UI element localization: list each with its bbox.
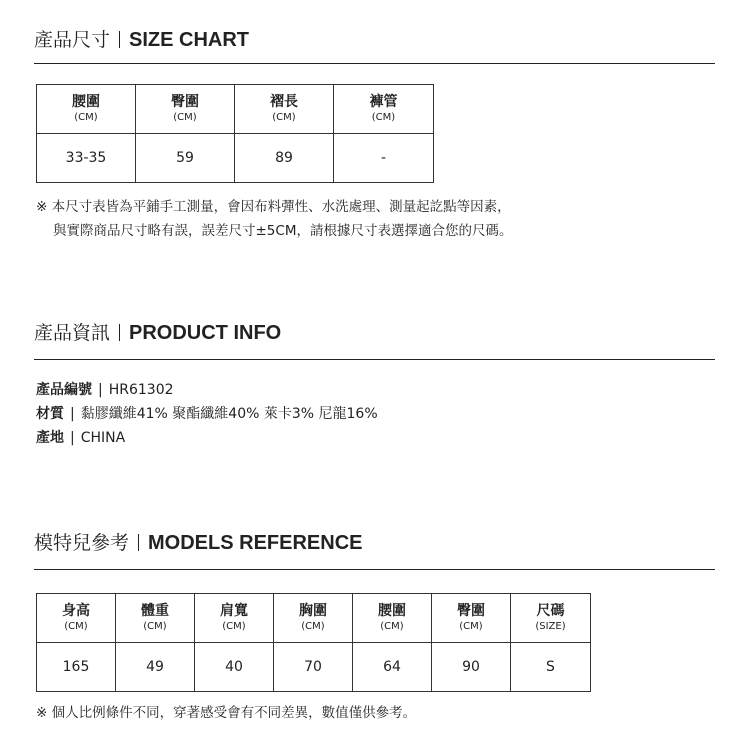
model-col-label: 尺碼 (536, 603, 565, 619)
size-col-unit: (CM) (272, 112, 296, 123)
product-info-title-zh: 產品資訊 (34, 322, 111, 344)
measurement-note (36, 195, 512, 243)
model-col-label: 臀圍 (457, 603, 485, 619)
model-cell: 165 (37, 643, 116, 692)
model-col-unit: (CM) (301, 621, 325, 632)
info-label: 產地 (36, 430, 64, 446)
models-reference-title-en: MODELS REFERENCE (148, 532, 363, 554)
size-cell: - (334, 134, 434, 183)
model-cell: 49 (116, 643, 195, 692)
models-reference-title (34, 531, 362, 555)
model-col-header (511, 594, 591, 643)
info-separator: | (70, 406, 75, 422)
size-chart-title (34, 28, 249, 52)
model-cell: 64 (353, 643, 432, 692)
size-col-label: 腰圍 (72, 94, 100, 110)
info-label: 產品編號 (36, 382, 92, 398)
size-chart-table (36, 84, 434, 183)
size-cell: 59 (136, 134, 235, 183)
model-col-label: 肩寬 (220, 603, 248, 619)
model-cell: S (511, 643, 591, 692)
size-col-label: 褲管 (369, 94, 398, 110)
models-note (36, 701, 416, 725)
size-chart-title-en: SIZE CHART (129, 29, 250, 51)
size-col-header (334, 85, 434, 134)
models-reference-title-zh: 模特兒參考 (34, 532, 130, 554)
model-col-label: 身高 (62, 603, 90, 619)
note-line: ※ 本尺寸表皆為平鋪手工測量，會因布料彈性、水洗處理、測量起訖點等因素， (36, 199, 511, 215)
model-col-label: 體重 (141, 603, 169, 619)
note-line: ※ 個人比例條件不同，穿著感受會有不同差異，數值僅供參考。 (36, 705, 417, 721)
info-separator: | (70, 430, 75, 446)
note-line: 與實際商品尺寸略有誤，誤差尺寸±5CM，請根據尺寸表選擇適合您的尺碼。 (53, 223, 513, 239)
size-col-unit: (CM) (371, 112, 396, 123)
model-col-header (195, 594, 274, 643)
size-col-header (136, 85, 235, 134)
size-col-unit: (CM) (74, 112, 98, 123)
model-col-unit: (CM) (64, 621, 88, 632)
title-divider (119, 324, 120, 341)
info-value: CHINA (80, 430, 126, 446)
model-col-unit: (CM) (222, 621, 246, 632)
info-row (36, 382, 174, 398)
model-col-label: 腰圍 (378, 603, 406, 619)
model-col-header (353, 594, 432, 643)
info-row (36, 430, 125, 446)
model-cell: 40 (195, 643, 274, 692)
info-separator: | (98, 382, 103, 398)
title-divider (138, 534, 139, 551)
size-col-label: 臀圍 (171, 94, 199, 110)
model-col-header (274, 594, 353, 643)
size-col-header (37, 85, 136, 134)
title-divider (119, 31, 120, 48)
model-col-unit: (CM) (459, 621, 483, 632)
size-col-header (235, 85, 334, 134)
size-col-unit: (CM) (173, 112, 197, 123)
size-cell: 33-35 (37, 134, 136, 183)
model-col-unit: (CM) (143, 621, 167, 632)
section-divider (34, 63, 715, 64)
size-col-label: 褶長 (270, 94, 298, 110)
table-row (37, 134, 434, 183)
model-col-unit: (CM) (380, 621, 404, 632)
model-col-header (116, 594, 195, 643)
product-info-title-en: PRODUCT INFO (129, 322, 282, 344)
size-chart-title-zh: 產品尺寸 (34, 29, 111, 51)
section-divider (34, 359, 715, 360)
product-info-title (34, 321, 281, 345)
model-col-header (432, 594, 511, 643)
model-cell: 70 (274, 643, 353, 692)
model-col-unit: (SIZE) (535, 621, 566, 632)
table-row (37, 643, 591, 692)
model-col-header (37, 594, 116, 643)
info-label: 材質 (36, 406, 64, 422)
model-cell: 90 (432, 643, 511, 692)
info-row (36, 406, 378, 422)
table-header-row (37, 594, 591, 643)
info-value: HR61302 (108, 382, 174, 398)
info-value: 黏膠纖維41% 聚酯纖維40% 萊卡3% 尼龍16% (80, 406, 378, 422)
models-table (36, 593, 591, 692)
section-divider (34, 569, 715, 570)
table-header-row (37, 85, 434, 134)
info-list (36, 378, 378, 450)
size-cell: 89 (235, 134, 334, 183)
model-col-label: 胸圍 (299, 603, 327, 619)
